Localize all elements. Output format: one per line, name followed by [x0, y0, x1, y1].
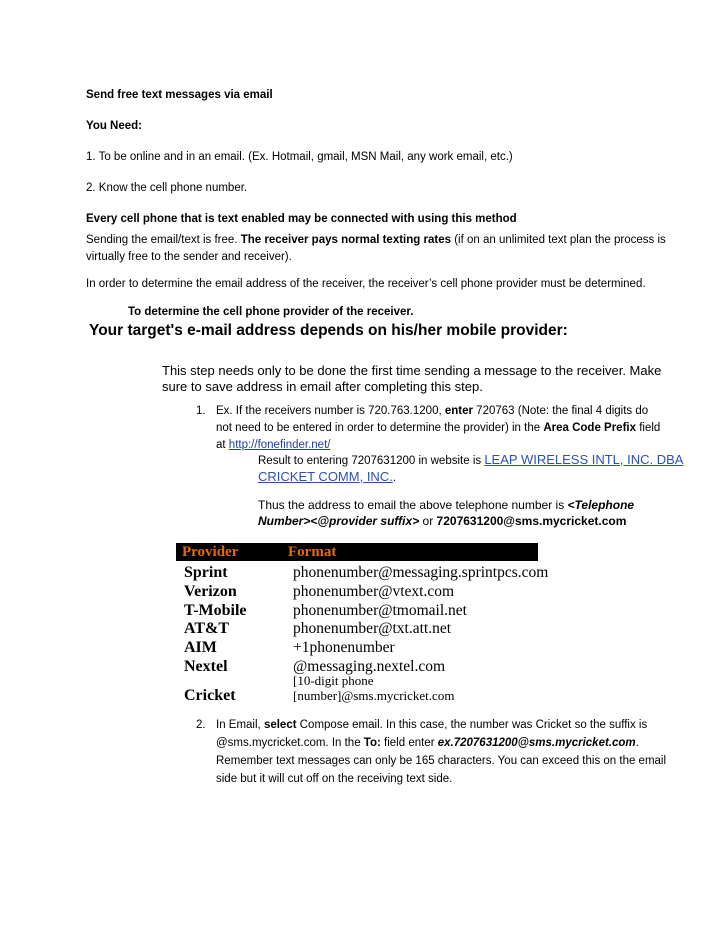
item-1-line-1	[216, 403, 648, 420]
sending-text-bold: The receiver pays normal texting rates	[240, 234, 451, 246]
item-2-l2-e: .	[635, 737, 639, 749]
item-2-line-3: Remember text messages can only be 165 characters. You can exceed this on the email	[216, 755, 667, 767]
provider-nextel: Nextel	[184, 658, 228, 675]
item-1-l3-a: at	[216, 439, 229, 451]
item-1-text-c: 720763 (Note: the final 4 digits do	[472, 405, 649, 417]
item-2-line-2	[216, 735, 639, 752]
item-1-l2-c: field	[636, 422, 661, 434]
requirement-2: 2. Know the cell phone number.	[86, 182, 248, 194]
provider-att: AT&T	[184, 620, 230, 637]
item-2-l2-a: @sms.mycricket.com. In the	[216, 737, 364, 749]
number-provider-suffix: Number><@provider suffix>	[258, 514, 420, 528]
thus-line-2	[258, 513, 626, 530]
item-2-l1-a: In Email,	[216, 719, 264, 731]
format-cricket-line-1: [10-digit phone	[293, 673, 374, 688]
provider-result-link-2[interactable]: CRICKET COMM, INC.	[258, 469, 393, 484]
format-att: phonenumber@txt.att.net	[293, 620, 452, 637]
provider-result-link-1[interactable]: LEAP WIRELESS INTL, INC. DBA	[484, 452, 684, 467]
example-address: 7207631200@sms.mycricket.com	[436, 514, 627, 528]
format-cricket-line-2: [number]@sms.mycricket.com	[293, 688, 455, 703]
every-cell-note: Every cell phone that is text enabled may be connected with using this method	[86, 213, 517, 225]
item-1-enter-bold: enter	[444, 405, 473, 417]
doc-title: Send free text messages via email	[86, 89, 273, 101]
fonefinder-link[interactable]: http://fonefinder.net/	[228, 439, 331, 451]
telephone-placeholder: <Telephone	[567, 498, 635, 512]
determine-paragraph: In order to determine the email address of the receiver, the receiver’s cell phone provider must be determined.	[86, 278, 646, 290]
example-to-address: ex.7207631200@sms.mycricket.com	[437, 737, 636, 749]
item-2-l1-c: Compose email. In this case, the number was Cricket so the suffix is	[296, 719, 648, 731]
step-note-line-2: sure to save address in email after completing this step.	[162, 379, 483, 394]
section-heading: Your target's e-mail address depends on his/her mobile provider:	[89, 322, 568, 339]
format-verizon: phonenumber@vtext.com	[293, 583, 455, 600]
item-1-l2-a: not need to be entered in order to determine the provider) in the	[216, 422, 544, 434]
sending-line-2: virtually free to the sender and receiver).	[86, 251, 292, 263]
thus-line-1	[258, 497, 634, 514]
requirement-1: 1. To be online and in an email. (Ex. Hotmail, gmail, MSN Mail, any work email, etc.)	[86, 151, 513, 163]
provider-table-header	[176, 543, 538, 561]
item-1-number: 1.	[196, 405, 206, 417]
area-code-prefix-bold: Area Code Prefix	[543, 422, 637, 434]
provider-aim: AIM	[184, 639, 217, 656]
sending-text-a: Sending the email/text is free.	[86, 234, 241, 246]
provider-tmobile: T-Mobile	[184, 602, 247, 619]
you-need-label: You Need:	[86, 120, 143, 132]
step-note-line-1: This step needs only to be done the first time sending a message to the receiver. Make	[162, 363, 662, 378]
item-2-line-1	[216, 717, 647, 734]
item-2-l2-c: field enter	[380, 737, 438, 749]
sending-line-1	[86, 232, 666, 249]
format-tmobile: phonenumber@tmomail.net	[293, 602, 467, 619]
item-2-line-4: side but it will cut off on the receiving text side.	[216, 773, 453, 785]
format-aim: +1phonenumber	[293, 639, 395, 656]
thus-text: Thus the address to email the above telephone number is	[258, 498, 568, 512]
item-1-line-2	[216, 420, 660, 437]
to-field-bold: To:	[363, 737, 381, 749]
item-1-text-a: Ex. If the receivers number is 720.763.1200,	[216, 405, 445, 417]
thus-or: or	[419, 514, 437, 528]
select-bold: select	[263, 719, 297, 731]
header-format: Format	[288, 544, 337, 560]
format-nextel: @messaging.nextel.com	[293, 658, 446, 675]
result-text: Result to entering 7207631200 in website is	[258, 455, 485, 467]
result-line-2	[258, 468, 396, 487]
item-2-number: 2.	[196, 719, 206, 731]
provider-verizon: Verizon	[184, 583, 237, 600]
sending-text-c: (if on an unlimited text plan the process is	[451, 234, 666, 246]
provider-cricket: Cricket	[184, 687, 236, 704]
sub-heading: To determine the cell phone provider of the receiver.	[128, 306, 414, 318]
result-period: .	[392, 472, 397, 484]
provider-sprint: Sprint	[184, 564, 228, 581]
header-provider: Provider	[182, 544, 239, 560]
format-sprint: phonenumber@messaging.sprintpcs.com	[293, 564, 549, 581]
